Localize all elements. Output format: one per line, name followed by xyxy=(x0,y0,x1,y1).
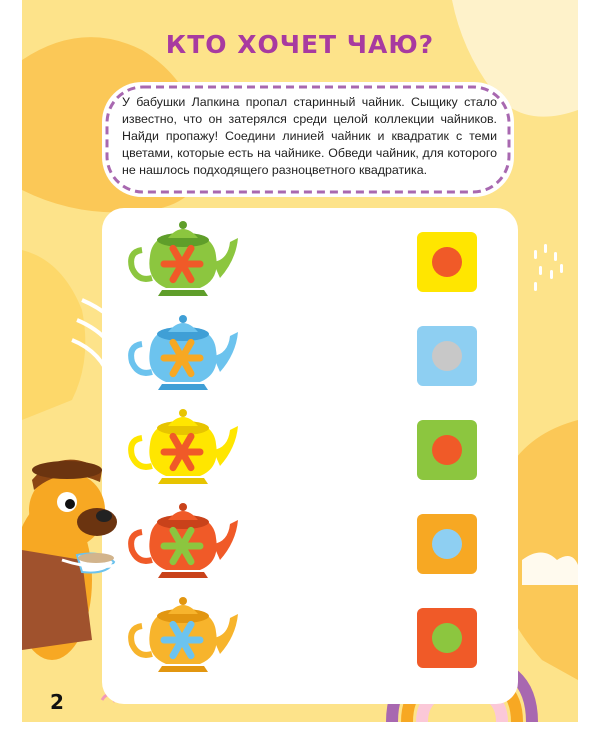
teapot-4[interactable] xyxy=(128,502,243,582)
swatch-dot xyxy=(432,435,462,465)
instructions-text: У бабушки Лапкина пропал старинный чайник. Сыщику стало известно, что он затерялся среди целой коллекции чайников. Найди пропажу! Соедини линией чайник и квадратик с теми цветами, которые есть на чайнике. Обведи чайник, для которого не нашлось подходящего разноцветного квадратика. xyxy=(122,95,497,177)
teapot-2[interactable] xyxy=(128,314,243,394)
swatch-dot xyxy=(432,529,462,559)
color-swatch-2[interactable] xyxy=(417,326,477,386)
swatch-dot xyxy=(432,247,462,277)
swatch-dot xyxy=(432,623,462,653)
teapot-1[interactable] xyxy=(128,220,243,300)
teapot-3[interactable] xyxy=(128,408,243,488)
bg-blob-left xyxy=(22,250,85,420)
workbook-page xyxy=(22,0,578,722)
page-title: КТО ХОЧЕТ ЧАЮ? xyxy=(165,30,435,59)
cloud-shape xyxy=(522,553,578,586)
detective-dog-illustration xyxy=(22,440,122,660)
color-swatch-5[interactable] xyxy=(417,608,477,668)
color-swatch-4[interactable] xyxy=(417,514,477,574)
bg-dots xyxy=(534,244,563,291)
teapot-5[interactable] xyxy=(128,596,243,676)
color-swatch-3[interactable] xyxy=(417,420,477,480)
color-swatch-1[interactable] xyxy=(417,232,477,292)
swatch-dot xyxy=(432,341,462,371)
page-number: 2 xyxy=(50,690,64,714)
